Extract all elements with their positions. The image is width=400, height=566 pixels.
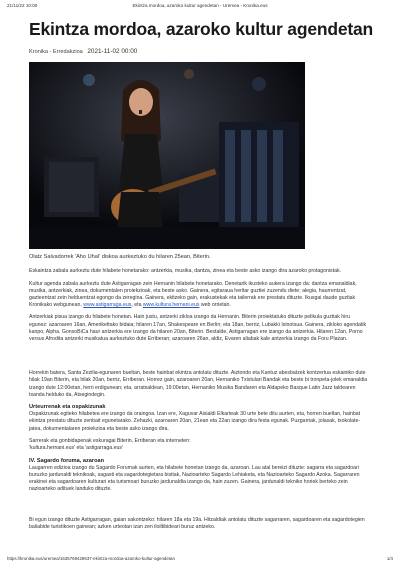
section-heading-anniversaries: Urteurrenak eta ospakizunak bbox=[29, 404, 106, 411]
print-header bbox=[7, 3, 393, 11]
photo-caption: Olatz Salvadorrek 'Aho Uhal' diskoa aurkeztuko du hilaren 25ean, Biterin. bbox=[29, 254, 211, 260]
article-title: Ekintza mordoa, azaroko kultur agendetan bbox=[29, 19, 374, 39]
hernani-kultura-link[interactable]: www.kultura.hernani.eus bbox=[142, 301, 200, 308]
author-link[interactable]: Kronika - Erredakzioa bbox=[29, 49, 83, 55]
article-photo bbox=[29, 62, 305, 249]
publish-date: 2021-11-02 00:00 bbox=[87, 48, 138, 55]
print-page-title: Ekintza mordoa, azaroko kultur agendetan - Uremea - Kronika.eus bbox=[132, 3, 268, 8]
cider-forum-paragraph: Laugarren edizioa izango du Sagardo Forumak aurten, eta hilabete honetan izango da, azaroan. Lau atal bereizi dituzte: sagarra eta sagardoari buruzko jardunaldi teknikoak, sagasti eta sagardotegietara bisitak, Nazioarteko Sagardo Lehiaketa, eta Nazioarteko Sagardo Azoka. Sagarraren erakinei eta sagardoaren kulturari eta turismoari buruzko jardunaldia izango da, hain zuzen. Gainera, jardunaldi tekniko horiek berteko zein nazioarteko adituek landuko dituzte. bbox=[29, 464, 360, 493]
agenda-paragraph bbox=[29, 281, 369, 309]
concert-photo-icon bbox=[29, 62, 305, 249]
article-meta bbox=[29, 48, 137, 55]
lead-paragraph: Eskaintza zabala aurkeztu dute hilabete honetarako: antzerkia, musika, dantza, zinea eta beste asko izango dira azaroko protagonistak. bbox=[29, 268, 342, 274]
agenda-text-end: web orrietan. bbox=[199, 301, 231, 308]
astigarraga-link[interactable]: www.astigarraga.eus bbox=[83, 301, 132, 308]
print-page-number: 1/4 bbox=[386, 556, 393, 561]
theatre-paragraph: Antzerkiak pisua izango du hilabete honetan. Hain justu, antzerki zikloa izango da Hernanin. Biterin proiektatuko dituzte pelikula guztiak hiru egunez: azaroaren 16an, Amerikettako bidaia; hilaren 17an, Shakespeare en Berlin; eta 18an, berriz, Lubakki Isinotsua. Gainera, zikloko agendatik kanpo, Alpha. GonsoBiCa haur antzerkia ere izango da hilaren 20an, Biterin. Bestalde, Astigarragan ere izango da antzerkia. Hilaren 12an, Porno versus Afrodita antzerki musikatua aurkeztuko dute Erriberan; azaroaren 26an, aldiz, Evaren aliabak kale antzerkia izango da Foru Plazan. bbox=[29, 314, 367, 342]
tickets-sites: 'kultura.hernani.eus' eta 'astigarraga.eus' bbox=[29, 445, 123, 452]
section-heading-cider-forum: IV. Sagardo foruma, azaroan bbox=[29, 457, 105, 464]
anniversaries-paragraph: Ospakizunak egiteko hilabetea ere izango da oraingoa. Izan ere, Xaguvar Aisialdi Elkarteak 30 urte bete ditu aurten, eta, horren bueltan, hainbat ekintza prestatu dituzte zenbait egunetarako. Zehazki, azaroaren 20an, 21ean eta 22an izango dira festa egunak. Puzgarriak, jolasak, txokolate-jatea, dokumentalaren proiekzioa eta beste asko izango dira. bbox=[29, 411, 361, 432]
paragraph-gap bbox=[29, 348, 369, 370]
print-footer bbox=[7, 556, 393, 563]
agenda-text: Kultur agenda zabala aurkeztu dute Astigarragan zein Hernanin hilabete honetarako. Denetarik ikusteko aukera izango da: dantza emanaldiak, musika, antzerkiak, zinea, dokumentalen proiekzioak, eta beste asko. Gainera, egitaraua heritar guztiei zuzendu diete; alegia, haurrentzat, gazteentzat zein helduentzat egongo da zeregina. Gainera, ekitzeko gain, erakustekak eta tailerrak ere prestatu dituzte. Ikusgai daude guztiak Kronikako webgunean, bbox=[29, 280, 357, 308]
tickets-text: Sarrerak eta gonbidapenak eskuragai Biterin, Erriberan eta interneten: bbox=[29, 438, 191, 445]
tickets-paragraph bbox=[29, 438, 369, 452]
santa-zezilia-paragraph: Horrekin batera, Santa Zezilia-egunaren bueltan, beste hainbat ekintza antolatu dituzte. Aiztondo eta Kantuz abesbatzek kontzertua eskainiko dute hilak 19an Biterin, eta hilak 20an, berriz, Erriberan. Horrez gain, azaroaren 20an, Hernaniko Txistulari Bandak eta beste bi tronpeta-jolek emanaldia izango dute 12:00etan, herri erdigunean; eta, arratsaldean, 19:00etan, Hernaniko Musika Bandaren eta Aldapeko Basque Latin Jazz taldearen txanda helduko da, Atsegindegin. bbox=[29, 370, 368, 398]
article-body bbox=[29, 268, 369, 536]
print-datetime: 21/11/22 10:00 bbox=[7, 3, 38, 8]
cider-days-paragraph: Bi egun izango dituzte Astigarragan, gaian sakontzeko: hilaren 18a eta 19a. Hitzaldiak antolatu dituzte sagarraren, sagardoaren eta sagardotegien baliabide turistikoen gainean; azken urteotan izan zen iloiltibideari buruz antzeko. bbox=[29, 516, 365, 530]
paragraph-gap bbox=[29, 499, 369, 517]
print-url: https://kronika.eus/uremea/1635769429637-ekintza-mordoa-azaroko-kultur-agendetan bbox=[7, 556, 175, 561]
agenda-text-and: , eta bbox=[131, 301, 143, 308]
